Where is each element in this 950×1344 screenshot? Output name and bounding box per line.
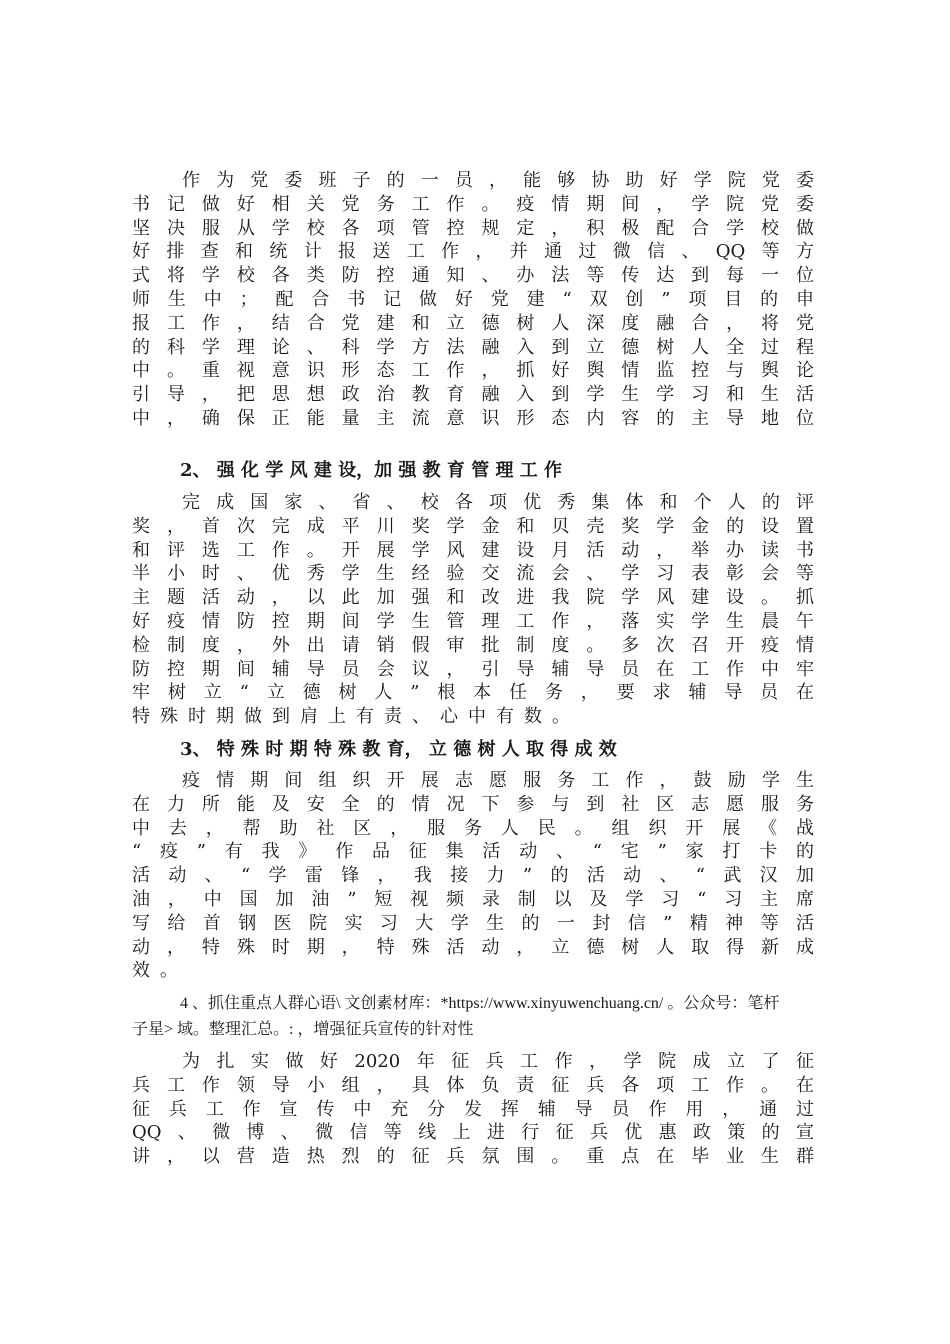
text-line: 中。重视意识形态工作，抓好舆情监控与舆论 [132,360,814,382]
text-line: 油，中国加油”短视频录制以及学习“习主席 [132,888,814,910]
text-line: 活动、“学雷锋，我接力”的活动、“武汉加 [132,865,814,887]
text-line: 写给首钢医院实习大学生的一封信”精神等活 [132,912,814,934]
text-line: 引导，把思想政治教育融入到学生学习和生活 [132,384,814,406]
section-heading-3: 3、 特 殊 时 期 特 殊 教 育， 立 德 树 人 取 得 成 效 [180,739,617,760]
text-line: 中，确保正能量主流意识形态内容的主导地位 [132,407,814,429]
text-line: 师生中；配合书记做好党建“双创”项目的申 [132,288,814,310]
text-line: 书记做好相关党务工作。疫情期间，学院党委 [132,193,814,215]
text-line: 的科学理论、科学方法融入到立德树人全过程 [132,336,814,358]
section-heading-4 [132,991,832,1043]
text-line: 半小时、优秀学生经验交流会、学习表彰会等 [132,563,814,585]
text-line: 疫情期间组织开展志愿服务工作，鼓励学生 [182,770,814,791]
text-line: 检制度，外出请销假审批制度。多次召开疫情 [132,634,814,656]
paragraph-party-work [132,169,814,431]
text-line: 征兵工作宣传中充分发挥辅导员作用，通过 [132,1098,814,1120]
text-line: 动，特殊时期，特殊活动，立德树人取得新成 [132,936,814,958]
text-line: 讲，以营造热烈的征兵氛围。重点在毕业生群 [132,1146,814,1168]
paragraph-study-style [132,491,814,729]
heading-4-line-2: 子星> 域。整理汇总。: ，增强征兵宣传的针对性 [132,1021,474,1038]
text-line: 防控期间辅导员会议，引导辅导员在工作中牢 [132,658,814,680]
text-line: 为扎实做好2020年征兵工作，学院成立了征 [182,1051,814,1072]
text-line: 兵工作领导小组，具体负责征兵各项工作。在 [132,1074,814,1096]
paragraph-special-education [132,769,814,983]
text-line: 效。 [132,960,188,982]
text-line: 中去，帮助社区，服务人民。组织开展《战 [132,817,814,839]
text-line: 好排查和统计报送工作，并通过微信、QQ等方 [132,241,814,263]
text-line: QQ、微博、微信等线上进行征兵优惠政策的宣 [132,1122,814,1144]
section-heading-2: 2、 强 化 学 风 建 设，加 强 教 育 管 理 工 作 [180,460,562,481]
text-line: 特殊时期做到肩上有责、心中有数。 [132,706,580,728]
text-line: 报工作，结合党建和立德树人深度融合，将党 [132,312,814,334]
heading-4-line-1: 4 、抓住重点人群心语\ 文创素材库：*https://www.xinyuwenchuang.cn/ 。公众号：笔杆 [180,995,780,1012]
text-line: 坚决服从学校各项管控规定，积极配合学校做 [132,217,814,239]
text-line: 奖，首次完成平川奖学金和贝壳奖学金的设置 [132,515,814,537]
text-line: 主题活动，以此加强和改进我院学风建设。抓 [132,587,814,609]
text-line: 好疫情防控期间学生管理工作，落实学生晨午 [132,610,814,632]
text-line: 作为党委班子的一员，能够协助好学院党委 [182,170,814,191]
text-line: “疫”有我》作品征集活动、“宅”家打卡的 [132,841,814,863]
text-line: 在力所能及安全的情况下参与到社区志愿服务 [132,793,814,815]
text-line: 完成国家、省、校各项优秀集体和个人的评 [182,492,814,513]
text-line: 和评选工作。开展学风建设月活动，举办读书 [132,539,814,561]
text-line: 牢树立“立德树人”根本任务，要求辅导员在 [132,682,814,704]
paragraph-recruitment [132,1050,814,1169]
text-line: 式将学校各类防控通知、办法等传达到每一位 [132,265,814,287]
